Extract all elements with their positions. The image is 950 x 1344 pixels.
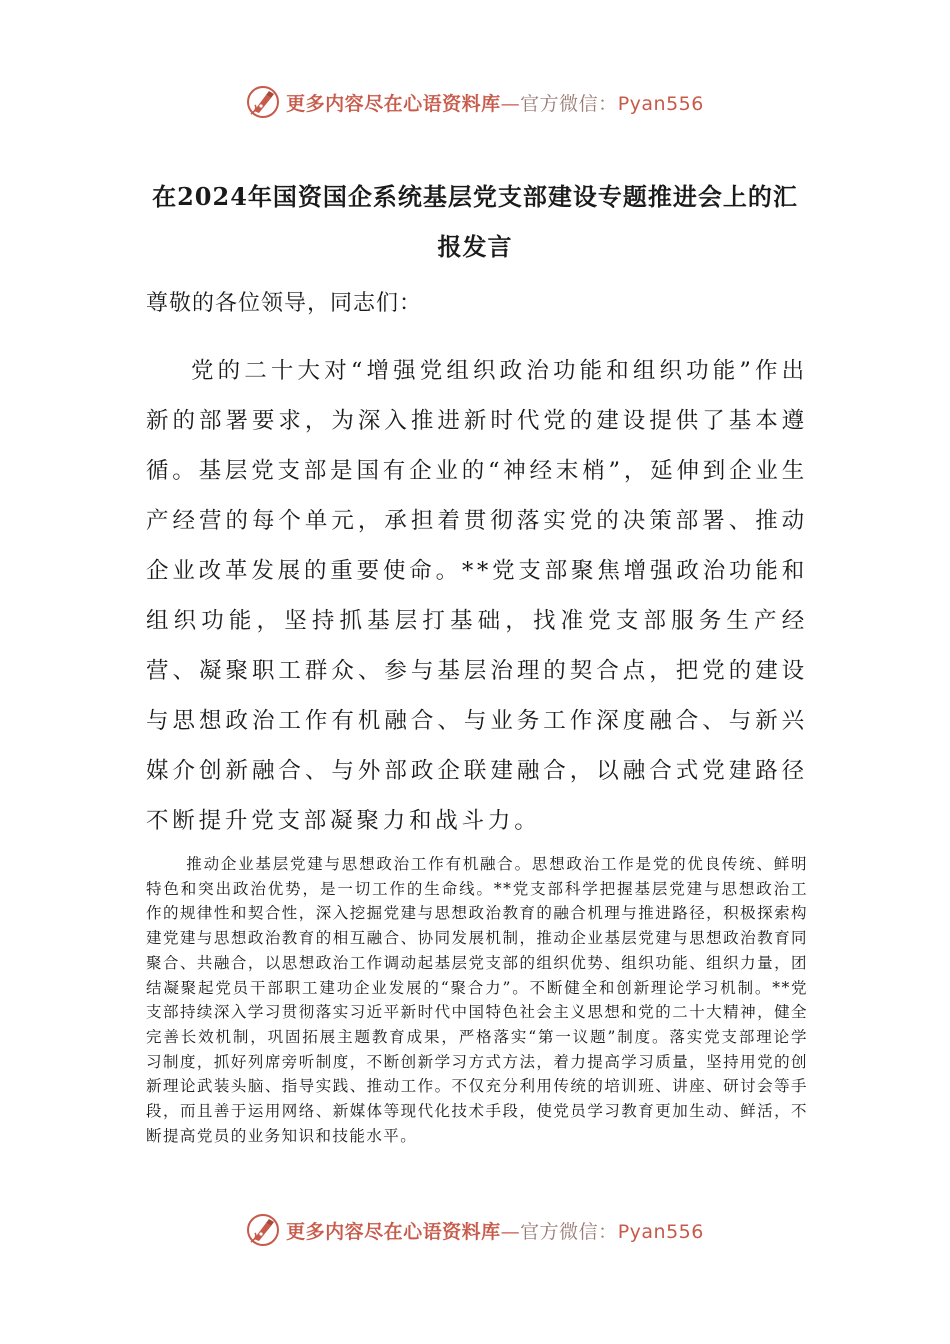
paragraph-body: 推动企业基层党建与思想政治工作有机融合。思想政治工作是党的优良传统、鲜明特色和突出政治优势，是一切工作的生命线。**党支部科学把握基层党建与思想政治工作的规律性和契合性，深入挖掘党建与思想政治教育的融合机理与推进路径，积极探索构建党建与思想政治教育的相互融合、协同发展机制，推动企业基层党建与思想政治教育同聚合、共融合，以思想政治工作调动起基层党支部的组织优势、组织功能、组织力量，团结凝聚起党员干部职工建功企业发展的“聚合力”。不断健全和创新理论学习机制。**党支部持续深入学习贯彻落实习近平新时代中国特色社会主义思想和党的二十大精神，健全完善长效机制，巩固拓展主题教育成果，严格落实“第一议题”制度。落实党支部理论学习制度，抓好列席旁听制度，不断创新学习方式方法，着力提高学习质量，坚持用党的创新理论武装头脑、指导实践、推动工作。不仅充分利用传统的培训班、讲座、研讨会等手段，而且善于运用网络、新媒体等现代化技术手段，使党员学习教育更加生动、鲜活，不断提高党员的业务知识和技能水平。 xyxy=(146,855,808,1145)
document-title: 在2024年国资国企系统基层党支部建设专题推进会上的汇报发言 xyxy=(152,182,798,261)
banner-wechat-id: Pyan556 xyxy=(617,92,704,115)
footer-banner-separator: — xyxy=(500,1220,521,1243)
paragraph-intro: 党的二十大对“增强党组织政治功能和组织功能”作出新的部署要求，为深入推进新时代党的建设提供了基本遵循。基层党支部是国有企业的“神经末梢”，延伸到企业生产经营的每个单元，承担着贯彻落实党的决策部署、推动企业改革发展的重要使命。**党支部聚焦增强政治功能和组织功能，坚持抓基层打基础，找准党支部服务生产经营、凝聚职工群众、参与基层治理的契合点，把党的建设与思想政治工作有机融合、与业务工作深度融合、与新兴媒介创新融合、与外部政企联建融合，以融合式党建路径不断提升党支部凝聚力和战斗力。 xyxy=(146,358,808,834)
banner-wechat-label: 官方微信： xyxy=(520,92,618,115)
pen-nib-logo-icon xyxy=(246,85,280,119)
footer-banner-wechat-id: Pyan556 xyxy=(617,1220,704,1243)
footer-banner-site-name: 更多内容尽在心语资料库 xyxy=(286,1220,501,1243)
footer-banner-text xyxy=(286,1217,704,1244)
banner-site-name: 更多内容尽在心语资料库 xyxy=(286,92,501,115)
salutation: 尊敬的各位领导，同志们： xyxy=(146,291,423,316)
header-watermark-banner xyxy=(0,80,950,124)
footer-watermark-banner xyxy=(0,1208,950,1252)
banner-separator: — xyxy=(500,92,521,115)
banner-text xyxy=(286,89,704,116)
pen-nib-logo-icon xyxy=(246,1213,280,1247)
footer-banner-wechat-label: 官方微信： xyxy=(520,1220,618,1243)
